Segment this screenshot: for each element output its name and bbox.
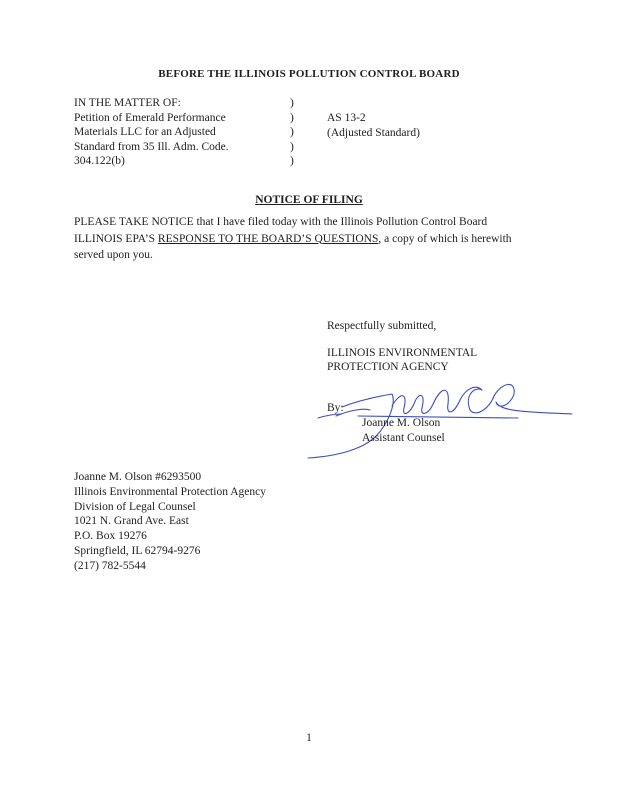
signer-name: Joanne M. Olson bbox=[362, 417, 441, 429]
closing-text: Respectfully submitted, bbox=[327, 320, 437, 332]
signer-block bbox=[362, 416, 445, 445]
address-line: Illinois Environmental Protection Agency bbox=[74, 485, 266, 498]
notice-line-1: PLEASE TAKE NOTICE that I have filed today with the Illinois Pollution Control Board bbox=[74, 216, 488, 228]
caption-paren: ) bbox=[290, 111, 294, 124]
notice-line-3: served upon you. bbox=[74, 249, 153, 261]
notice-heading: NOTICE OF FILING bbox=[255, 194, 363, 206]
case-caption-number bbox=[327, 111, 420, 140]
page-number: 1 bbox=[306, 732, 312, 744]
address-line: Division of Legal Counsel bbox=[74, 500, 196, 513]
address-line: 1021 N. Grand Ave. East bbox=[74, 515, 189, 528]
signer-title: Assistant Counsel bbox=[362, 431, 445, 444]
notice-line-2-prefix: ILLINOIS EPA’S bbox=[74, 232, 158, 245]
caption-paren: ) bbox=[290, 126, 294, 139]
address-block bbox=[74, 470, 266, 574]
caption-line: Petition of Emerald Performance bbox=[74, 111, 226, 124]
agency-line-2: PROTECTION AGENCY bbox=[327, 360, 449, 373]
agency-name bbox=[327, 346, 477, 373]
caption-line: IN THE MATTER OF: bbox=[74, 97, 181, 109]
notice-body bbox=[74, 215, 554, 265]
address-line: Joanne M. Olson #6293500 bbox=[74, 471, 202, 483]
document-title-link: RESPONSE TO THE BOARD’S QUESTIONS bbox=[157, 232, 379, 245]
page-title: BEFORE THE ILLINOIS POLLUTION CONTROL BOARD bbox=[158, 68, 460, 80]
agency-line-1: ILLINOIS ENVIRONMENTAL bbox=[327, 347, 478, 359]
caption-paren: ) bbox=[290, 155, 294, 168]
case-caption-parties bbox=[74, 96, 229, 169]
address-line: (217) 782-5544 bbox=[74, 559, 146, 572]
notice-line-2 bbox=[74, 232, 554, 249]
caption-line: 304.122(b) bbox=[74, 155, 125, 168]
caption-paren: ) bbox=[290, 140, 294, 153]
by-label: By: bbox=[327, 402, 344, 414]
address-line: P.O. Box 19276 bbox=[74, 530, 147, 543]
case-number: AS 13-2 bbox=[327, 112, 366, 124]
caption-parentheses bbox=[290, 96, 294, 169]
caption-paren: ) bbox=[290, 97, 294, 109]
caption-line: Standard from 35 Ill. Adm. Code. bbox=[74, 140, 229, 153]
address-line: Springfield, IL 62794-9276 bbox=[74, 544, 201, 557]
notice-line-2-suffix: , a copy of which is herewith bbox=[378, 232, 512, 245]
case-type: (Adjusted Standard) bbox=[327, 126, 420, 139]
caption-line: Materials LLC for an Adjusted bbox=[74, 126, 216, 139]
